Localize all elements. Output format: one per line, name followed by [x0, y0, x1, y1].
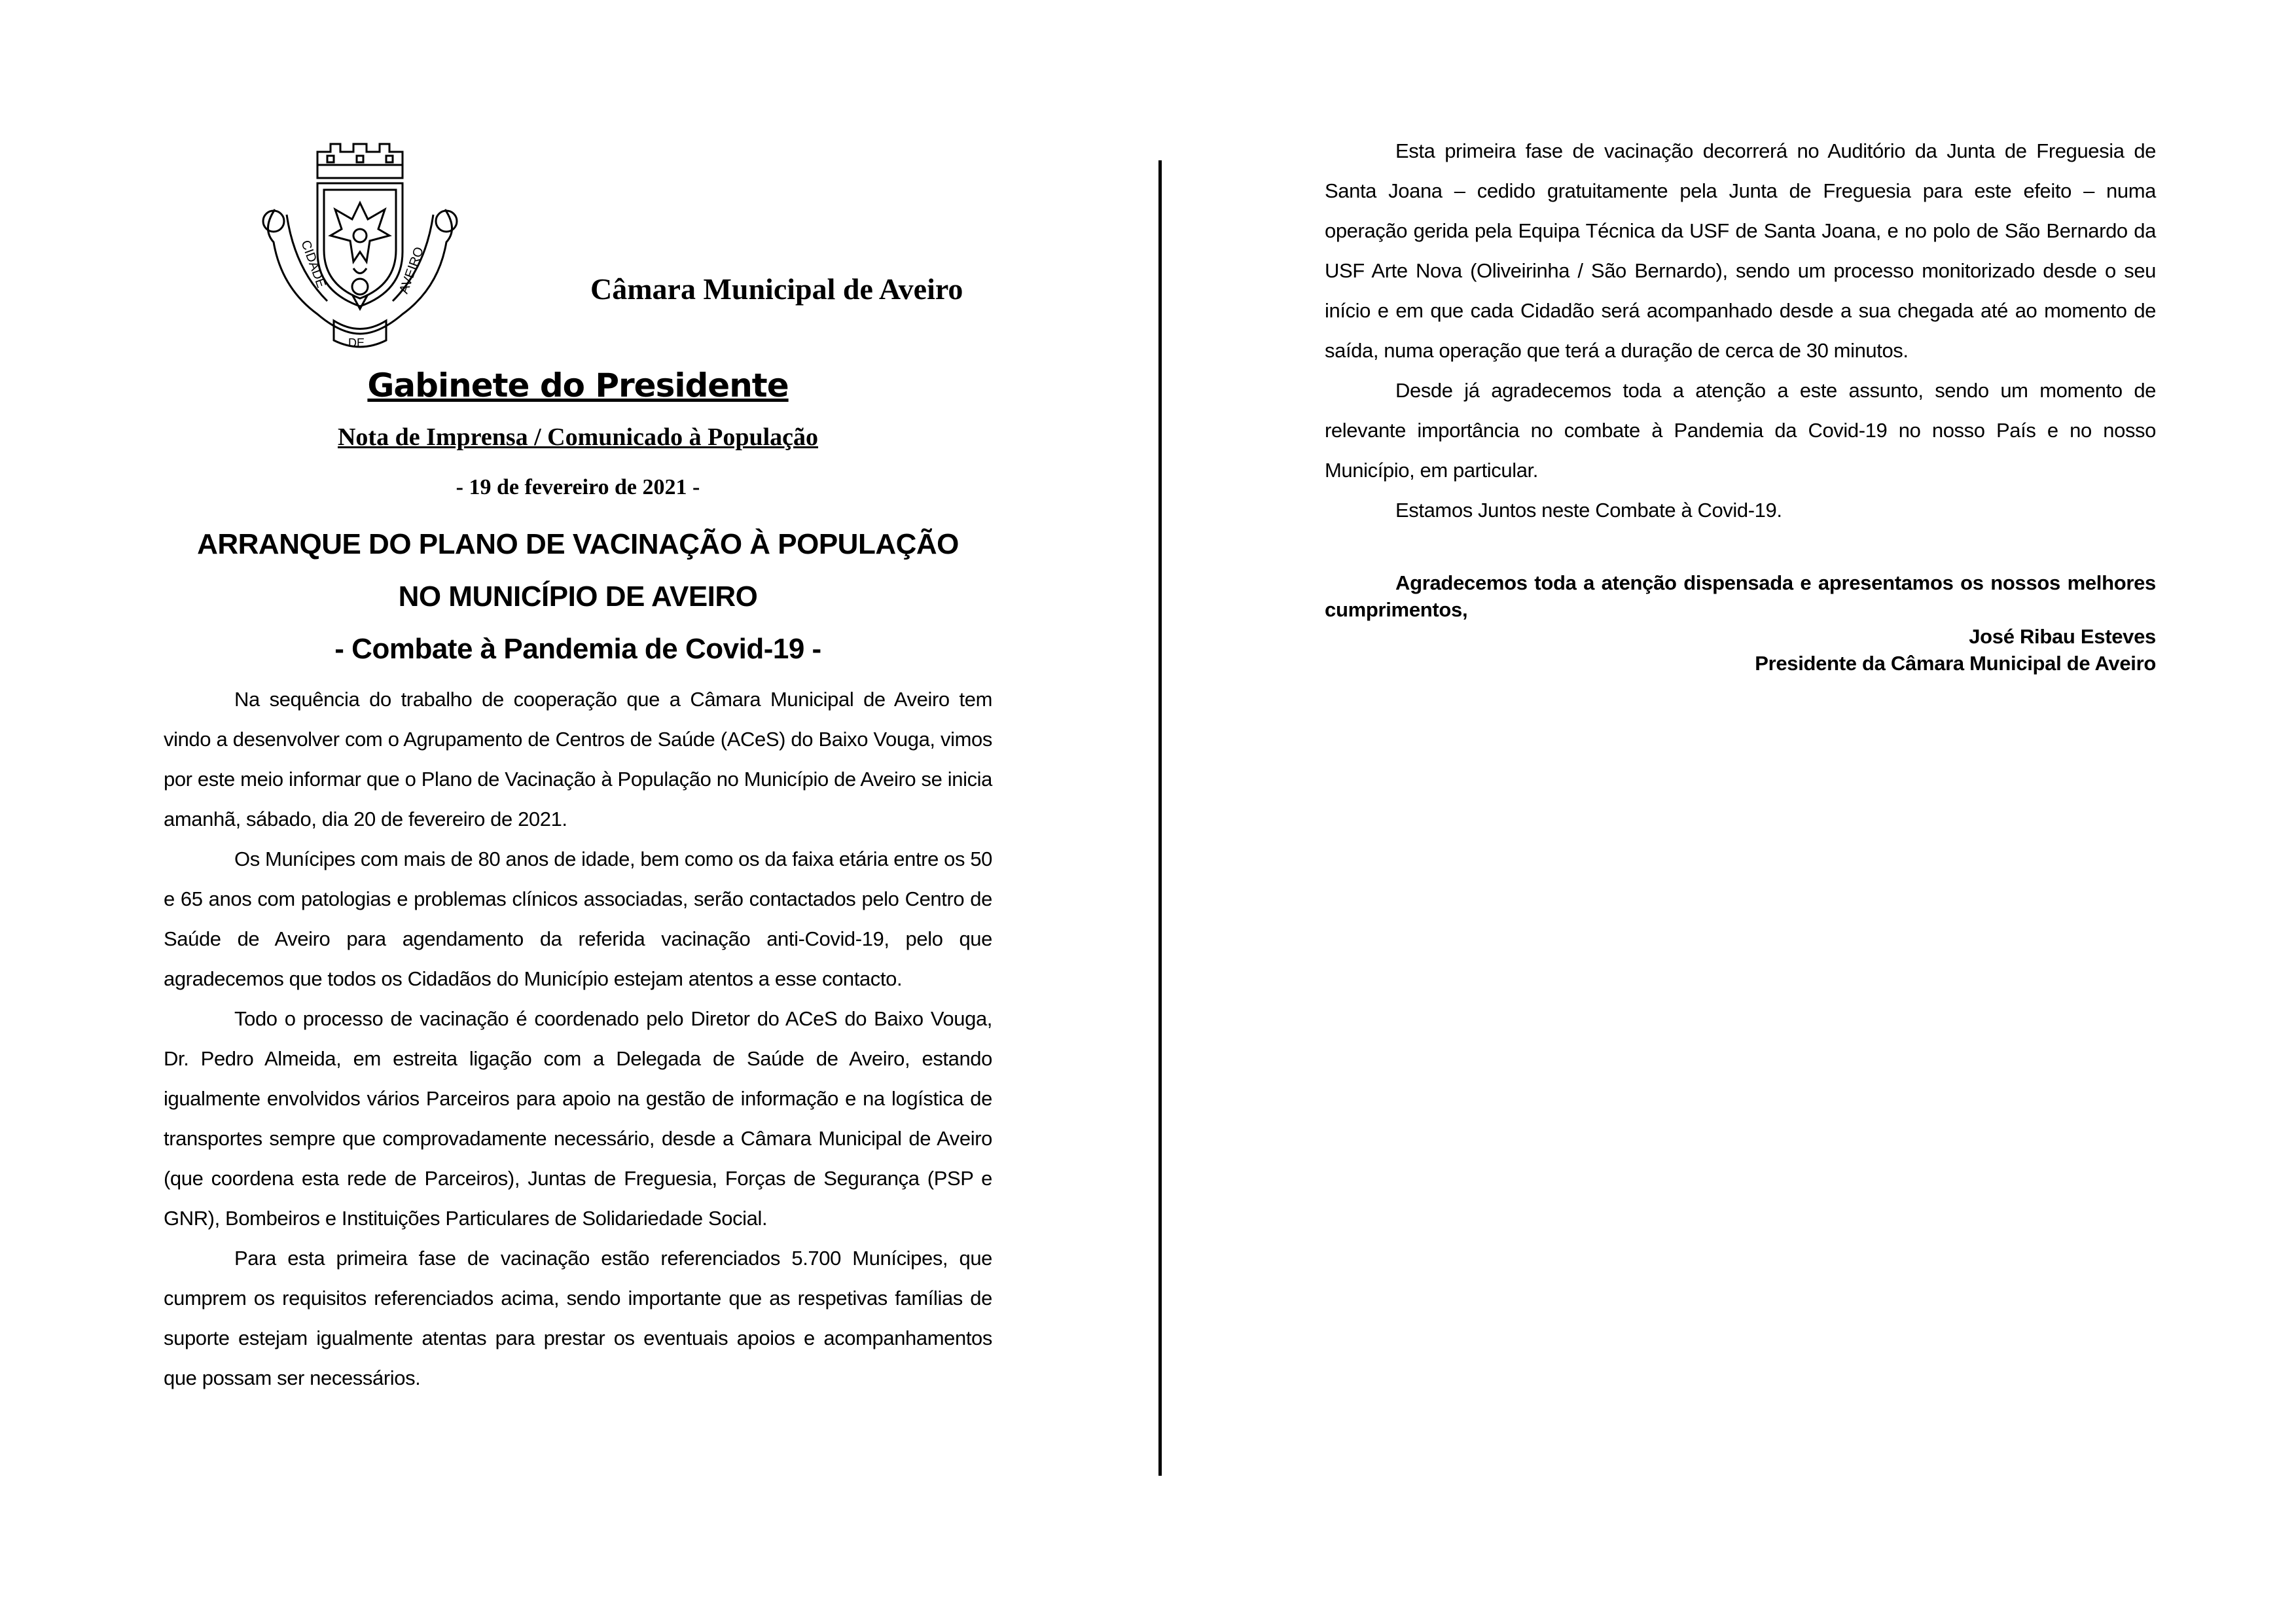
press-note-title: Nota de Imprensa / Comunicado à População — [337, 423, 819, 451]
headline-line-3: - Combate à Pandemia de Covid-19 - — [334, 633, 821, 665]
letterhead — [164, 131, 992, 373]
right-column — [1325, 131, 2156, 677]
council-name: Câmara Municipal de Aveiro — [590, 272, 963, 306]
svg-text:DE: DE — [348, 336, 365, 349]
headline — [164, 518, 992, 675]
paragraph-4: Para esta primeira fase de vacinação estão referenciados 5.700 Munícipes, que cumprem os requisitos referenciados acima, sendo importante que as respetivas famílias de suporte estejam igualmente atentas para prestar os eventuais apoios e acompanhamentos que possam ser necessários. — [164, 1247, 992, 1389]
paragraph-7: Estamos Juntos neste Combate à Covid-19. — [1395, 499, 1782, 522]
left-column — [164, 131, 992, 1398]
cabinet-title: Gabinete do Presidente — [367, 366, 789, 404]
column-divider — [1158, 160, 1162, 1476]
signatory-name: José Ribau Esteves — [1969, 625, 2156, 648]
paragraph-2: Os Munícipes com mais de 80 anos de idade, bem como os da faixa etária entre os 50 e 65 anos com patologias e problemas clínicos associadas, serão contactados pelo Centro de Saúde de Aveiro para agendamento da referida vacinação anti-Covid-19, pelo que agradecemos que todos os Cidadãos do Município estejam atentos a esse contacto. — [164, 847, 992, 990]
coat-of-arms-icon — [255, 137, 465, 363]
document-date: - 19 de fevereiro de 2021 - — [456, 475, 700, 499]
svg-text:AVEIRO: AVEIRO — [397, 245, 427, 296]
paragraph-5: Esta primeira fase de vacinação decorrerá no Auditório da Junta de Freguesia de Santa Joana – cedido gratuitamente pela Junta de Freguesia para este efeito – numa operação gerida pela Equipa Técnica da USF de Santa Joana, e no polo de São Bernardo da USF Arte Nova (Oliveirinha / São Bernardo), sendo um processo monitorizado desde o seu início e em que cada Cidadão será acompanhado desde a sua chegada até ao momento de saída, numa operação que terá a duração de cerca de 30 minutos. — [1325, 139, 2156, 362]
signatory-title: Presidente da Câmara Municipal de Aveiro — [1755, 652, 2156, 675]
paragraph-1: Na sequência do trabalho de cooperação que a Câmara Municipal de Aveiro tem vindo a desenvolver com o Agrupamento de Centros de Saúde (ACeS) do Baixo Vouga, vimos por este meio informar que o Plano de Vacinação à População no Município de Aveiro se inicia amanhã, sábado, dia 20 de fevereiro de 2021. — [164, 688, 992, 830]
headline-line-1: ARRANQUE DO PLANO DE VACINAÇÃO À POPULAÇÃO — [197, 528, 959, 560]
closing-remark: Agradecemos toda a atenção dispensada e apresentamos os nossos melhores cumprimentos, — [1325, 571, 2156, 621]
paragraph-6: Desde já agradecemos toda a atenção a este assunto, sendo um momento de relevante importância no combate à Pandemia da Covid-19 no nosso País e no nosso Município, em particular. — [1325, 379, 2156, 482]
headline-line-2: NO MUNICÍPIO DE AVEIRO — [398, 580, 758, 613]
svg-text:CIDADE: CIDADE — [298, 238, 329, 290]
paragraph-3: Todo o processo de vacinação é coordenado pelo Diretor do ACeS do Baixo Vouga, Dr. Pedro Almeida, em estreita ligação com a Delegada de Saúde de Aveiro, estando igualmente envolvidos vários Parceiros para apoio na gestão de informação e na logística de transportes sempre que comprovadamente necessário, desde a Câmara Municipal de Aveiro (que coordena esta rede de Parceiros), Juntas de Freguesia, Forças de Segurança (PSP e GNR), Bombeiros e Instituições Particulares de Solidariedade Social. — [164, 1007, 992, 1230]
